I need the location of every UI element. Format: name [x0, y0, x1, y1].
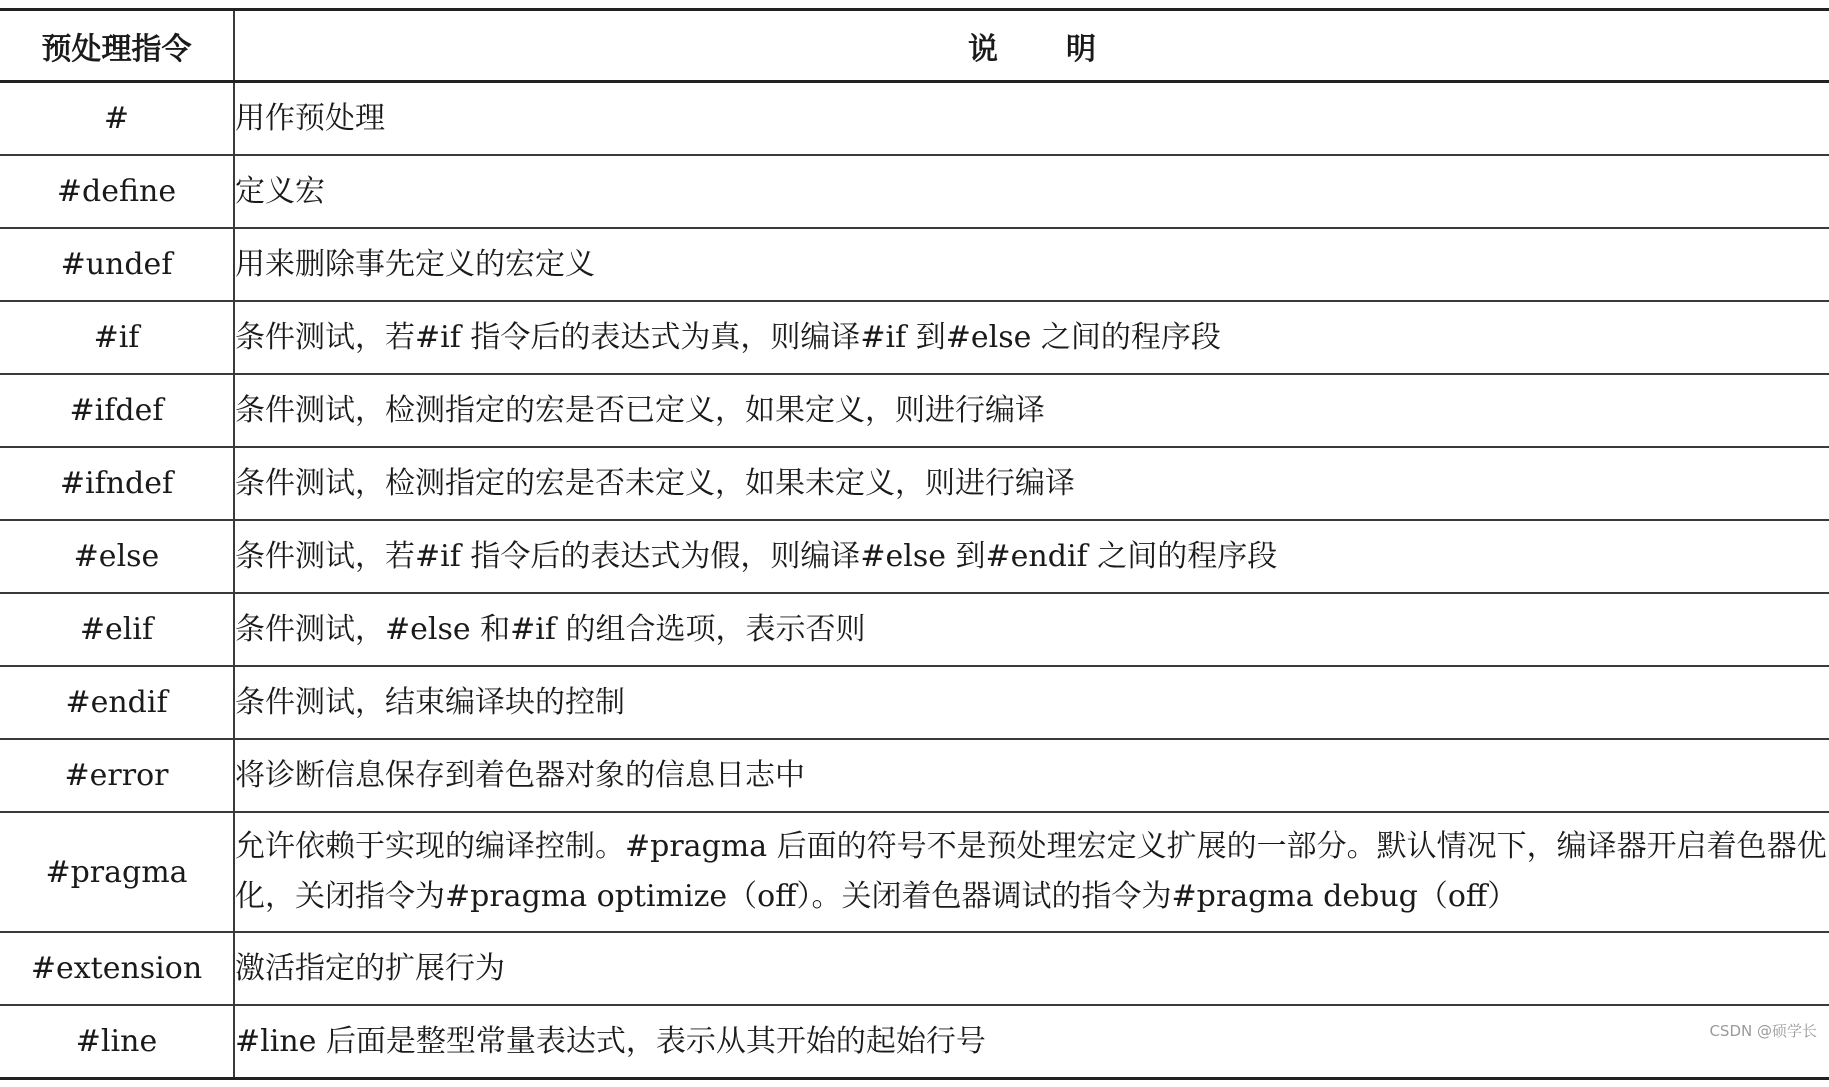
- description-cell: 条件测试，#else 和#if 的组合选项，表示否则: [234, 593, 1829, 666]
- directive-cell: #if: [0, 301, 234, 374]
- table-row: [0, 520, 1829, 593]
- header-description-text: 说明: [968, 31, 1164, 67]
- description-cell: 将诊断信息保存到着色器对象的信息日志中: [234, 739, 1829, 812]
- directive-cell: #ifndef: [0, 447, 234, 520]
- description-cell: 条件测试，结束编译块的控制: [234, 666, 1829, 739]
- table-row: [0, 1005, 1829, 1079]
- table-row: [0, 739, 1829, 812]
- directive-cell: #ifdef: [0, 374, 234, 447]
- directive-cell: #line: [0, 1005, 234, 1079]
- table-row: [0, 932, 1829, 1005]
- directive-cell: #extension: [0, 932, 234, 1005]
- preprocessor-directives-table: [0, 8, 1829, 1080]
- description-cell: 条件测试，若#if 指令后的表达式为假，则编译#else 到#endif 之间的程序段: [234, 520, 1829, 593]
- header-description: [234, 10, 1829, 82]
- table-row: [0, 593, 1829, 666]
- directive-cell: #pragma: [0, 812, 234, 932]
- directive-cell: #error: [0, 739, 234, 812]
- table-row: [0, 812, 1829, 932]
- table-row: [0, 374, 1829, 447]
- header-directive: 预处理指令: [0, 10, 234, 82]
- description-cell: 条件测试，检测指定的宏是否未定义，如果未定义，则进行编译: [234, 447, 1829, 520]
- directive-cell: #undef: [0, 228, 234, 301]
- table-row: [0, 155, 1829, 228]
- table-row: [0, 301, 1829, 374]
- table-row: [0, 82, 1829, 156]
- description-cell: 条件测试，检测指定的宏是否已定义，如果定义，则进行编译: [234, 374, 1829, 447]
- directive-cell: #else: [0, 520, 234, 593]
- description-cell: 激活指定的扩展行为: [234, 932, 1829, 1005]
- description-cell: 定义宏: [234, 155, 1829, 228]
- table-row: [0, 228, 1829, 301]
- table-header-row: [0, 10, 1829, 82]
- directive-cell: #define: [0, 155, 234, 228]
- description-cell: 条件测试，若#if 指令后的表达式为真，则编译#if 到#else 之间的程序段: [234, 301, 1829, 374]
- watermark-text: CSDN @硕学长: [1709, 1022, 1817, 1040]
- description-cell: 用来删除事先定义的宏定义: [234, 228, 1829, 301]
- description-cell: 用作预处理: [234, 82, 1829, 156]
- directive-cell: #elif: [0, 593, 234, 666]
- directive-cell: #: [0, 82, 234, 156]
- table-row: [0, 447, 1829, 520]
- description-cell: #line 后面是整型常量表达式，表示从其开始的起始行号: [234, 1005, 1829, 1079]
- table-row: [0, 666, 1829, 739]
- description-cell: 允许依赖于实现的编译控制。#pragma 后面的符号不是预处理宏定义扩展的一部分。默认情况下，编译器开启着色器优化，关闭指令为#pragma optimize（off）。关闭着色器调试的指令为#pragma debug（off）: [234, 812, 1829, 932]
- directive-cell: #endif: [0, 666, 234, 739]
